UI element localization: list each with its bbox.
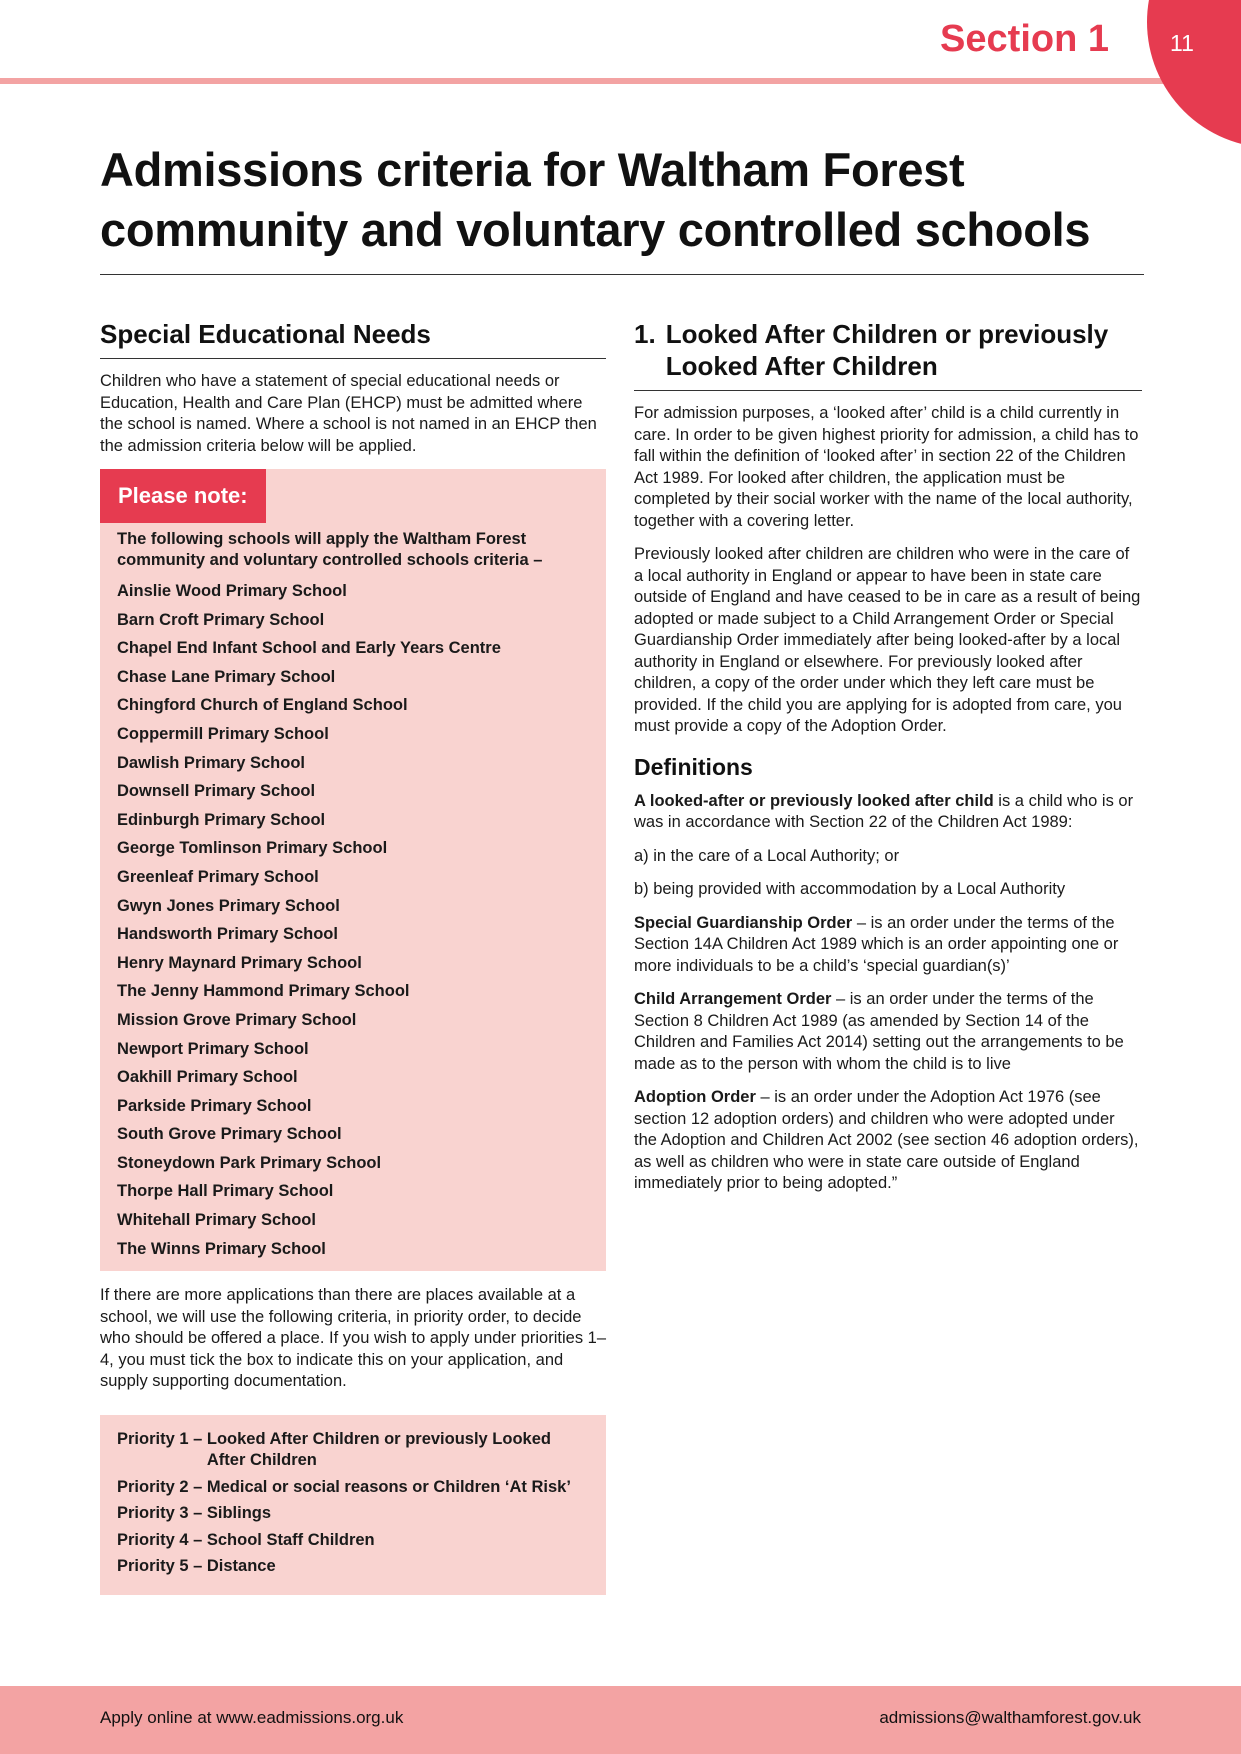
school-item: Parkside Primary School xyxy=(117,1096,312,1115)
priority-label: Priority 4 – xyxy=(117,1530,207,1549)
def-ao xyxy=(634,1087,1142,1195)
school-item: Thorpe Hall Primary School xyxy=(117,1182,334,1201)
school-item: Chingford Church of England School xyxy=(117,696,408,715)
def-cao-text: – is an order under the terms of the Section 8 Children Act 1989 (as amended by Section 14 of the Children and Families Act 2014) setting out the arrangements to be made as to the person with whom the child is to live xyxy=(634,990,1124,1073)
school-item: The Jenny Hammond Primary School xyxy=(117,982,410,1001)
def-sgo-term: Special Guardianship Order xyxy=(634,913,853,932)
school-item: Handsworth Primary School xyxy=(117,925,338,944)
school-item: Chase Lane Primary School xyxy=(117,667,336,686)
school-item: Chapel End Infant School and Early Years Centre xyxy=(117,639,501,658)
priority-text: Medical or social reasons or Children ‘At Risk’ xyxy=(206,1477,571,1496)
school-item: Downsell Primary School xyxy=(117,782,316,801)
school-item: Mission Grove Primary School xyxy=(117,1010,357,1029)
page-number-circle xyxy=(1147,0,1241,148)
footer-email: admissions@walthamforest.gov.uk xyxy=(879,1708,1141,1727)
right-column xyxy=(634,318,1142,1207)
priority-label: Priority 5 – xyxy=(117,1557,207,1576)
priority-row xyxy=(117,1556,590,1578)
lac-para-2: Previously looked after children are children who were in the care of a local authority in England or appear to have been in state care outside of England and have ceased to be in care as a result of being adopted or made subject to a Child Arrangement Order or Special Guardianship Order immediately after being looked-after by a local authority in England or elsewhere. For previously looked after children, a copy of the order under which they left care must be provided. If the child you are applying for is adopted from care, you must provide a copy of the Adoption Order. xyxy=(634,545,1141,735)
left-column xyxy=(100,318,606,1595)
school-item: Greenleaf Primary School xyxy=(117,867,319,886)
priority-row xyxy=(117,1530,590,1552)
school-item: Stoneydown Park Primary School xyxy=(117,1153,382,1172)
school-item: Newport Primary School xyxy=(117,1039,309,1058)
school-item: The Winns Primary School xyxy=(117,1239,326,1258)
def-ao-text: – is an order under the Adoption Act 1976 (see section 12 adoption orders) and children who were adopted under the Adoption and Children Act 2002 (see section 46 adoption orders), as well as children who were in state care outside of England immediately prior to being adopted.” xyxy=(634,1088,1139,1192)
school-item: Edinburgh Primary School xyxy=(117,810,326,829)
priority-box xyxy=(100,1415,606,1595)
priority-text: School Staff Children xyxy=(206,1530,375,1549)
def-sgo-text: – is an order under the terms of the Section 14A Children Act 1989 which is an order appointing one or more individuals to be a child’s ‘special guardian(s)’ xyxy=(634,913,1119,975)
priority-label: Priority 1 – xyxy=(117,1429,207,1448)
section-label: Section 1 xyxy=(940,18,1109,60)
school-item: Coppermill Primary School xyxy=(117,724,329,743)
def-lac-term: A looked-after or previously looked after child xyxy=(634,791,994,810)
school-list xyxy=(100,577,606,1263)
title-rule xyxy=(100,274,1144,275)
sen-intro: Children who have a statement of special educational needs or Education, Health and Care Plan (EHCP) must be admitted where the school is named. Where a school is not named in an EHCP then the admission criteria below will be applied. xyxy=(100,372,597,455)
school-item: Ainslie Wood Primary School xyxy=(117,582,347,600)
priority-text: Distance xyxy=(206,1557,276,1576)
priority-row xyxy=(117,1503,590,1525)
def-cao xyxy=(634,989,1142,1075)
school-item: South Grove Primary School xyxy=(117,1125,342,1144)
def-lac-text: is a child who is or was in accordance with Section 22 of the Children Act 1989: xyxy=(634,791,1134,831)
school-item: Barn Croft Primary School xyxy=(117,610,325,629)
school-item: Gwyn Jones Primary School xyxy=(117,896,340,915)
definitions xyxy=(634,791,1142,1195)
lac-heading xyxy=(634,318,1142,391)
def-lac xyxy=(634,791,1142,834)
def-sgo xyxy=(634,913,1142,978)
please-note-intro: The following schools will apply the Waltham Forest community and voluntary controlled schools criteria – xyxy=(117,530,543,569)
please-note-label: Please note: xyxy=(100,469,266,523)
priority-label: Priority 3 – xyxy=(117,1504,207,1523)
lac-heading-text: Looked After Children or previously Looked After Children xyxy=(665,319,1109,381)
footer xyxy=(0,1686,1241,1754)
school-item: George Tomlinson Primary School xyxy=(117,839,388,858)
sen-heading: Special Educational Needs xyxy=(100,318,606,359)
page-title: Admissions criteria for Waltham Forest community and voluntary controlled schools xyxy=(100,143,1091,256)
priority-text: Siblings xyxy=(206,1504,272,1523)
def-a: a) in the care of a Local Authority; or xyxy=(634,846,900,865)
def-b: b) being provided with accommodation by a Local Authority xyxy=(634,880,1066,898)
priority-row xyxy=(117,1429,590,1472)
footer-apply-online: Apply online at www.eadmissions.org.uk xyxy=(100,1708,404,1727)
lac-para-1: For admission purposes, a ‘looked after’ child is a child currently in care. In order to be given highest priority for admission, a child has to fall within the definition of ‘looked after’ in section 22 of the Children Act 1989. For looked after children, the application must be completed by their social worker with the name of the local authority, together with a covering letter. xyxy=(634,404,1139,530)
lac-heading-number: 1. xyxy=(634,319,656,349)
definitions-heading: Definitions xyxy=(634,753,753,780)
header-rule xyxy=(0,78,1241,84)
priority-text: Looked After Children or previously Looked After Children xyxy=(206,1429,551,1470)
school-item: Whitehall Primary School xyxy=(117,1211,316,1230)
priority-label: Priority 2 – xyxy=(117,1477,207,1496)
criteria-text: If there are more applications than there are places available at a school, we will use the following criteria, in priority order, to decide who should be offered a place. If you wish to apply under priorities 1–4, you must tick the box to indicate this on your application, and supply supporting documentation. xyxy=(100,1286,607,1391)
priority-row xyxy=(117,1477,590,1499)
page-number: 11 xyxy=(1170,30,1194,56)
please-note-box xyxy=(100,469,606,1271)
def-ao-term: Adoption Order xyxy=(634,1088,756,1106)
def-cao-term: Child Arrangement Order xyxy=(634,990,832,1008)
school-item: Dawlish Primary School xyxy=(117,753,305,772)
school-item: Henry Maynard Primary School xyxy=(117,953,362,972)
school-item: Oakhill Primary School xyxy=(117,1068,298,1087)
